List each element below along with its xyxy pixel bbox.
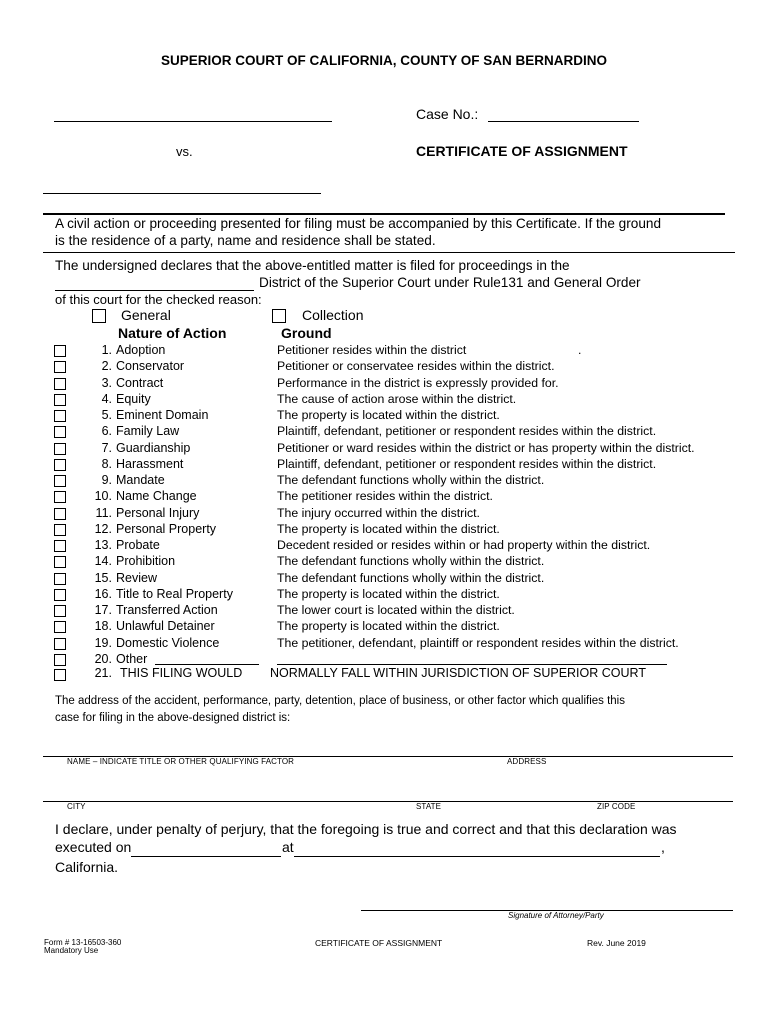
- action-number: 5.: [101, 408, 112, 422]
- other-ground-field[interactable]: [277, 664, 667, 665]
- action-row: [0, 603, 768, 619]
- collection-label: Collection: [302, 307, 364, 323]
- case-no-field[interactable]: [488, 121, 639, 122]
- action-row: [0, 343, 768, 359]
- action-name: Equity: [116, 391, 151, 406]
- address-note-line-1: The address of the accident, performance, party, detention, place of business, or other factor which qualifies this: [55, 695, 625, 707]
- action-row: [0, 554, 768, 570]
- footer-mandatory-use: Mandatory Use: [44, 946, 99, 955]
- action-ground: Petitioner or conservatee resides within the district.: [277, 359, 555, 374]
- action-checkbox[interactable]: [54, 443, 66, 455]
- action-number: 13.: [94, 538, 112, 552]
- name-field-label: NAME – INDICATE TITLE OR OTHER QUALIFYING FACTOR: [67, 757, 295, 766]
- action-row: [0, 489, 768, 505]
- action-ground: The defendant functions wholly within the district.: [277, 554, 545, 569]
- case-no-label: Case No.:: [416, 106, 479, 122]
- executed-on-label: executed on: [55, 839, 132, 855]
- action-name: Contract: [116, 375, 164, 390]
- action-ground: The property is located within the district.: [277, 586, 500, 601]
- action-name: Unlawful Detainer: [116, 619, 215, 634]
- ground-header: Ground: [281, 325, 332, 341]
- action-ground: Plaintiff, defendant, petitioner or respondent resides within the district.: [277, 424, 657, 439]
- item-21-number: 21.: [94, 666, 112, 680]
- signature-label: Signature of Attorney/Party: [508, 911, 604, 920]
- action-ground-tail: .: [578, 343, 582, 357]
- address-field-label: ADDRESS: [507, 757, 547, 766]
- action-checkbox[interactable]: [54, 394, 66, 406]
- address-note-line-2: case for filing in the above-designed district is:: [55, 712, 291, 724]
- action-number: 7.: [101, 440, 112, 455]
- action-number: 14.: [94, 554, 112, 569]
- action-row: [0, 571, 768, 587]
- vs-label: vs.: [176, 144, 193, 159]
- action-name: Title to Real Property: [116, 586, 233, 601]
- defendant-line[interactable]: [43, 193, 321, 194]
- action-ground: The lower court is located within the district.: [277, 603, 515, 617]
- action-ground: The petitioner resides within the district.: [277, 489, 493, 504]
- item-21-checkbox[interactable]: [54, 669, 66, 681]
- action-number: 2.: [101, 359, 112, 374]
- at-label: at: [282, 839, 294, 855]
- action-name: Domestic Violence: [116, 635, 220, 650]
- notice-top-rule: [43, 213, 725, 215]
- action-name: Guardianship: [116, 440, 191, 455]
- action-number: 15.: [94, 570, 112, 585]
- action-row: [0, 619, 768, 635]
- action-ground: The defendant functions wholly within the district.: [277, 570, 545, 585]
- court-title: SUPERIOR COURT OF CALIFORNIA, COUNTY OF SAN BERNARDINO: [160, 53, 607, 68]
- action-ground: The property is located within the district.: [277, 521, 500, 536]
- action-name: Transferred Action: [116, 603, 218, 617]
- action-checkbox[interactable]: [54, 638, 66, 650]
- action-checkbox[interactable]: [54, 589, 66, 601]
- action-checkbox[interactable]: [54, 475, 66, 487]
- state-field-label: STATE: [416, 802, 442, 811]
- action-number: 16.: [94, 586, 112, 601]
- action-ground: The property is located within the district.: [277, 408, 500, 422]
- action-name: Adoption: [116, 343, 166, 357]
- zip-field-label: ZIP CODE: [597, 802, 636, 811]
- action-number: 6.: [101, 424, 112, 439]
- general-label: General: [121, 307, 171, 323]
- action-row: [0, 376, 768, 392]
- action-name: Personal Injury: [116, 505, 200, 520]
- action-number: 3.: [101, 375, 112, 390]
- action-name: Review: [116, 570, 157, 585]
- action-row: [0, 424, 768, 440]
- notice-bottom-rule: [43, 252, 735, 253]
- notice-line-2: is the residence of a party, name and residence shall be stated.: [55, 233, 436, 248]
- collection-checkbox[interactable]: [272, 309, 286, 323]
- action-name: Prohibition: [116, 554, 176, 569]
- action-checkbox[interactable]: [54, 361, 66, 373]
- action-name: Mandate: [116, 473, 165, 487]
- action-row: [0, 392, 768, 408]
- action-checkbox[interactable]: [54, 491, 66, 503]
- action-row: [0, 538, 768, 554]
- place-comma: ,: [661, 839, 665, 855]
- action-name: Name Change: [116, 489, 197, 504]
- action-ground: The petitioner, defendant, plaintiff or respondent resides within the district.: [277, 635, 679, 650]
- action-number: 19.: [94, 635, 112, 650]
- action-ground: Decedent resided or resides within or had property within the district.: [277, 538, 651, 552]
- other-field[interactable]: [155, 664, 259, 665]
- action-ground: The cause of action arose within the district.: [277, 391, 517, 406]
- action-checkbox[interactable]: [54, 621, 66, 633]
- nature-of-action-header: Nature of Action: [118, 325, 227, 341]
- action-row: [0, 506, 768, 522]
- action-checkbox[interactable]: [54, 459, 66, 471]
- action-name: Other: [116, 651, 148, 666]
- action-number: 9.: [101, 473, 112, 487]
- action-row: [0, 359, 768, 375]
- action-name: Eminent Domain: [116, 408, 209, 422]
- action-checkbox[interactable]: [54, 345, 66, 357]
- action-ground: Petitioner or ward resides within the district or has property within the district.: [277, 440, 695, 455]
- action-number: 17.: [94, 603, 112, 617]
- action-checkbox[interactable]: [54, 605, 66, 617]
- action-checkbox[interactable]: [54, 654, 66, 666]
- action-ground: The defendant functions wholly within the district.: [277, 473, 545, 487]
- action-name: Family Law: [116, 424, 180, 439]
- action-row: [0, 587, 768, 603]
- action-ground: The property is located within the district.: [277, 619, 500, 634]
- action-ground: Petitioner resides within the district: [277, 343, 467, 357]
- action-row: [0, 636, 768, 652]
- action-checkbox[interactable]: [54, 524, 66, 536]
- action-number: 11.: [95, 505, 112, 520]
- action-ground: The injury occurred within the district.: [277, 505, 480, 520]
- action-number: 1.: [101, 343, 112, 357]
- executed-place-field[interactable]: [294, 856, 660, 857]
- action-row: [0, 457, 768, 473]
- action-row: [0, 473, 768, 489]
- plaintiff-line[interactable]: [54, 121, 332, 122]
- action-name: Harassment: [116, 456, 184, 471]
- action-row: [0, 441, 768, 457]
- notice-line-1: A civil action or proceeding presented for filing must be accompanied by this Certificate. If the ground: [55, 216, 662, 231]
- declaration-line-3: of this court for the checked reason:: [55, 292, 262, 307]
- item-21-right-text: NORMALLY FALL WITHIN JURISDICTION OF SUPERIOR COURT: [270, 666, 646, 680]
- california-text: California.: [55, 859, 119, 875]
- action-ground: Performance in the district is expressly provided for.: [277, 375, 559, 390]
- district-field[interactable]: [55, 290, 254, 291]
- action-name: Personal Property: [116, 521, 217, 536]
- action-number: 12.: [94, 521, 112, 536]
- perjury-line-1: I declare, under penalty of perjury, that the foregoing is true and correct and that this declaration was: [55, 821, 677, 837]
- action-number: 20.: [94, 651, 112, 666]
- declaration-line-2: District of the Superior Court under Rule131 and General Order: [259, 275, 641, 290]
- footer-form-number: Form # 13-16503-360: [44, 938, 122, 947]
- action-checkbox[interactable]: [54, 378, 66, 390]
- item-21-left-text: THIS FILING WOULD: [120, 666, 243, 680]
- action-checkbox[interactable]: [54, 508, 66, 520]
- action-number: 18.: [94, 619, 112, 634]
- footer-title: CERTIFICATE OF ASSIGNMENT: [315, 938, 443, 948]
- action-name: Probate: [116, 538, 160, 552]
- declaration-line-1: The undersigned declares that the above-entitled matter is filed for proceedings in the: [55, 258, 570, 273]
- action-checkbox[interactable]: [54, 410, 66, 422]
- action-ground: Plaintiff, defendant, petitioner or respondent resides within the district.: [277, 456, 657, 471]
- action-checkbox[interactable]: [54, 556, 66, 568]
- action-checkbox[interactable]: [54, 426, 66, 438]
- document-title: CERTIFICATE OF ASSIGNMENT: [416, 143, 628, 159]
- action-name: Conservator: [116, 359, 185, 374]
- action-checkbox[interactable]: [54, 540, 66, 552]
- footer-revision: Rev. June 2019: [587, 938, 646, 948]
- action-row: [0, 408, 768, 424]
- action-number: 4.: [101, 391, 112, 406]
- general-checkbox[interactable]: [92, 309, 106, 323]
- action-number: 8.: [101, 456, 112, 471]
- action-checkbox[interactable]: [54, 573, 66, 585]
- action-number: 10.: [94, 489, 112, 504]
- executed-date-field[interactable]: [131, 856, 281, 857]
- city-field-label: CITY: [67, 802, 86, 811]
- action-row: [0, 522, 768, 538]
